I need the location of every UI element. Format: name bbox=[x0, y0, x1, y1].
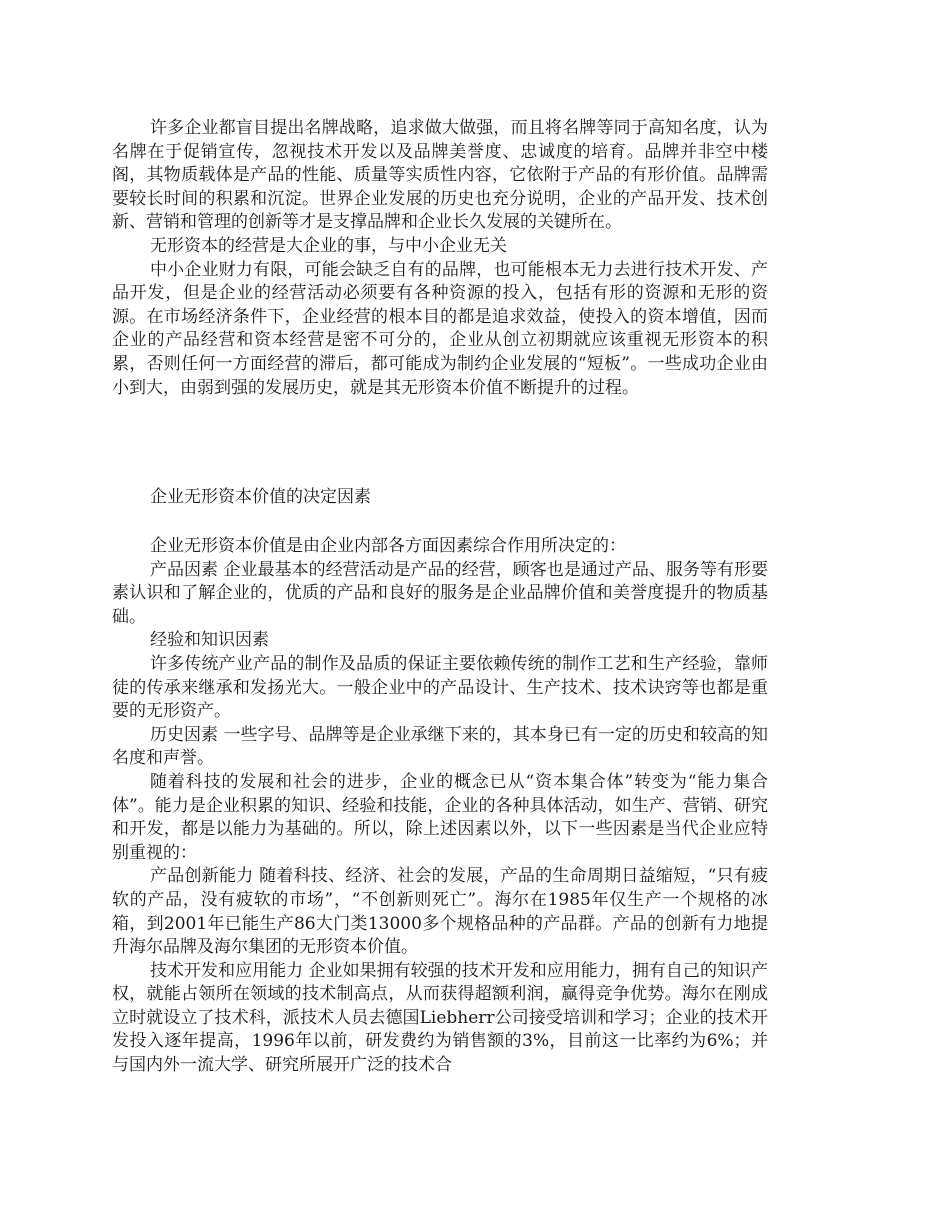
paragraph-history-factor: 历史因素 一些字号、品牌等是企业承继下来的，其本身已有一定的历史和较高的知名度和声誉。 bbox=[112, 724, 768, 769]
paragraph-capability: 随着科技的发展和社会的进步，企业的概念已从“资本集合体”转变为“能力集合体”。能力是企业积累的知识、经验和技能，企业的各种具体活动，如生产、营销、研究和开发，都是以能力为基础的。所以，除上述因素以外，以下一些因素是当代企业应特别重视的： bbox=[112, 771, 768, 863]
paragraph-innovation: 产品创新能力 随着科技、经济、社会的发展，产品的生命周期日益缩短，“只有疲软的产品，没有疲软的市场”，“不创新则死亡”。海尔在1985年仅生产一个规格的冰箱，到2001年已能生产86大门类13000多个规格品种的产品群。产品的创新有力地提升海尔品牌及海尔集团的无形资本价值。 bbox=[112, 866, 768, 958]
paragraph-experience: 许多传统产业产品的制作及品质的保证主要依赖传统的制作工艺和生产经验，靠师徒的传承来继承和发扬光大。一般企业中的产品设计、生产技术、技术诀窍等也都是重要的无形资产。 bbox=[112, 653, 768, 722]
paragraph-misconception-title: 无形资本的经营是大企业的事，与中小企业无关 bbox=[150, 235, 507, 256]
paragraph-product-factor: 产品因素 企业最基本的经营活动是产品的经营，顾客也是通过产品、服务等有形要素认识和了解企业的，优质的产品和良好的服务是企业品牌价值和美誉度提升的物质基础。 bbox=[112, 559, 768, 627]
section-1 bbox=[112, 117, 768, 400]
paragraph-intro: 企业无形资本价值是由企业内部各方面因素综合作用所决定的： bbox=[150, 536, 626, 556]
section-2 bbox=[112, 535, 768, 1078]
paragraph-brand-misconception: 许多企业都盲目提出名牌战略，追求做大做强，而且将名牌等同于高知名度，认为名牌在于促销宣传，忽视技术开发以及品牌美誉度、忠诚度的培育。品牌并非空中楼阁，其物质载体是产品的性能、质量等实质性内容，它依附于产品的有形价值。品牌需要较长时间的积累和沉淀。世界企业发展的历史也充分说明，企业的产品开发、技术创新、营销和管理的创新等才是支撑品牌和企业长久发展的关键所在。 bbox=[112, 118, 768, 233]
paragraph-tech-development: 技术开发和应用能力 企业如果拥有较强的技术开发和应用能力，拥有自己的知识产权，就能占领所在领域的技术制高点，从而获得超额利润，赢得竞争优势。海尔在刚成立时就设立了技术科，派技术人员去德国Liebherr公司接受培训和学习；企业的技术开发投入逐年提高，1996年以前，研发费约为销售额的3%，目前这一比率约为6%；并与国内外一流大学、研究所展开广泛的技术合 bbox=[112, 960, 768, 1076]
paragraph-experience-title: 经验和知识因素 bbox=[150, 630, 269, 651]
paragraph-sme: 中小企业财力有限，可能会缺乏自有的品牌，也可能根本无力去进行技术开发、产品开发，但是企业的经营活动必须要有各种资源的投入，包括有形的资源和无形的资源。在市场经济条件下，企业经营的根本目的都是追求效益，使投入的资本增值，因而企业的产品经营和资本经营是密不可分的，企业从创立初期就应该重视无形资本的积累，否则任何一方面经营的滞后，都可能成为制约企业发展的“短板”。一些成功企业由小到大，由弱到强的发展历史，就是其无形资本价值不断提升的过程。 bbox=[112, 259, 768, 398]
section-heading: 企业无形资本价值的决定因素 bbox=[150, 487, 371, 507]
